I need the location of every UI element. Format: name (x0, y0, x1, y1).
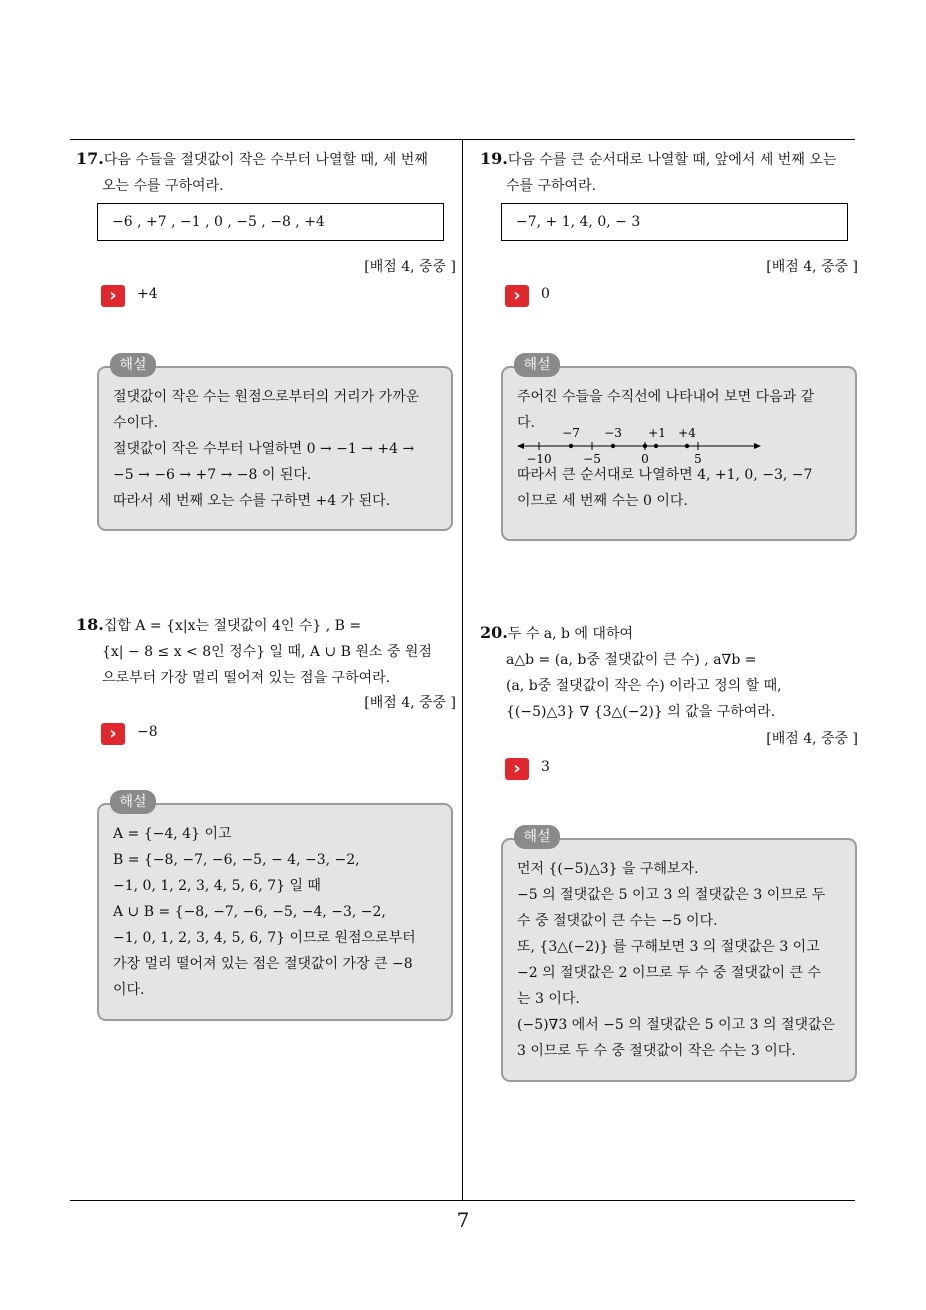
question-text: 다음 수들을 절댓값이 작은 수부터 나열할 때, 세 번째 (103, 152, 428, 168)
answer-value: −8 (137, 724, 158, 740)
solution-line: 는 3 이다. (517, 991, 580, 1007)
question-text: {x| − 8 ≤ x < 8인 정수} 일 때, A ∪ B 원소 중 원점 (102, 644, 432, 660)
answer-row (101, 723, 301, 745)
solution-line: 수 중 절댓값이 큰 수는 −5 이다. (517, 913, 718, 929)
solution-line: A ∪ B = {−8, −7, −6, −5, −4, −3, −2, (113, 904, 386, 920)
answer-value: +4 (137, 286, 158, 302)
solution-line: 또, {3△(−2)} 를 구해보면 3 의 절댓값은 3 이고 (517, 939, 820, 955)
given-numbers-box: −6 , +7 , −1 , 0 , −5 , −8 , +4 (97, 203, 444, 241)
solution-line: A = {−4, 4} 이고 (113, 826, 232, 842)
solution-box (501, 838, 857, 1082)
arrow-left-icon (517, 443, 524, 449)
answer-arrow-icon: › (101, 285, 125, 307)
solution-line: 따라서 큰 순서대로 나열하면 4, +1, 0, −3, −7 (517, 467, 813, 483)
point-plus-4 (685, 444, 689, 448)
question-text: 집합 A = {x|x는 절댓값이 4인 수} , B = (103, 618, 362, 634)
question-text: {(−5)△3} ∇ {3△(−2)} 의 값을 구하여라. (506, 704, 776, 720)
tick-label: 0 (641, 452, 649, 466)
question-text: 다음 수를 큰 순서대로 나열할 때, 앞에서 세 번째 오는 (507, 152, 837, 168)
score-meta: [배점 4, 중중 ] (364, 259, 456, 275)
solution-tag: 해설 (110, 353, 156, 377)
answer-arrow-icon: › (101, 723, 125, 745)
solution-line: 절댓값이 작은 수는 원점으로부터의 거리가 가까운 (113, 389, 420, 405)
solution-box (97, 366, 453, 531)
question-19 (480, 146, 860, 199)
tick-label: −5 (583, 452, 601, 466)
solution-line: −1, 0, 1, 2, 3, 4, 5, 6, 7} 일 때 (113, 878, 321, 894)
given-numbers-box: −7, + 1, 4, 0, − 3 (501, 203, 848, 241)
question-number: 19. (480, 149, 508, 168)
question-text: 수를 구하여라. (506, 178, 597, 194)
answer-row (505, 285, 705, 307)
point-0 (643, 444, 647, 448)
solution-line: (−5)∇3 에서 −5 의 절댓값은 5 이고 3 의 절댓값은 (517, 1017, 836, 1033)
solution-line: 주어진 수들을 수직선에 나타내어 보면 다음과 같 (517, 389, 815, 405)
point-label: +4 (678, 426, 696, 440)
solution-line: −2 의 절댓값은 2 이므로 두 수 중 절댓값이 큰 수 (517, 965, 821, 981)
question-text: a△b = (a, b중 절댓값이 큰 수) , a∇b = (506, 652, 757, 668)
answer-value: 0 (541, 286, 550, 302)
point-label: +1 (648, 426, 666, 440)
score-meta: [배점 4, 중중 ] (766, 731, 858, 747)
solution-line: −5 → −6 → +7 → −8 이 된다. (113, 467, 312, 483)
point-minus-7 (569, 444, 573, 448)
answer-arrow-icon: › (505, 285, 529, 307)
score-meta: [배점 4, 중중 ] (364, 695, 456, 711)
answer-arrow-icon: › (505, 758, 529, 780)
solution-line: 따라서 세 번째 오는 수를 구하면 +4 가 된다. (113, 493, 391, 509)
solution-line: 다. (517, 415, 535, 431)
question-number: 18. (76, 615, 104, 634)
score-meta: [배점 4, 중중 ] (766, 259, 858, 275)
answer-row (101, 285, 301, 307)
answer-value: 3 (541, 759, 550, 775)
point-minus-3 (611, 444, 615, 448)
solution-line: 수이다. (113, 415, 159, 431)
tick-label: 5 (694, 452, 702, 466)
solution-line: 이다. (113, 982, 145, 998)
solution-line: 가장 멀리 떨어져 있는 점은 절댓값이 가장 큰 −8 (113, 956, 413, 972)
solution-line: 3 이므로 두 수 중 절댓값이 작은 수는 3 이다. (517, 1043, 796, 1059)
question-number: 20. (480, 623, 508, 642)
point-label: −3 (604, 426, 622, 440)
solution-line: 이므로 세 번째 수는 0 이다. (517, 493, 688, 509)
solution-line: 절댓값이 작은 수부터 나열하면 0 → −1 → +4 → (113, 441, 415, 457)
question-text: 오는 수를 구하여라. (102, 178, 224, 194)
page-number: 7 (456, 1208, 470, 1232)
point-label: −7 (562, 426, 580, 440)
solution-box (97, 803, 453, 1021)
column-divider (462, 139, 463, 1201)
question-number: 17. (76, 149, 104, 168)
solution-line: −5 의 절댓값은 5 이고 3 의 절댓값은 3 이므로 두 (517, 887, 826, 903)
question-18 (76, 612, 456, 691)
bottom-rule (70, 1200, 855, 1201)
question-17 (76, 146, 458, 199)
solution-line: −1, 0, 1, 2, 3, 4, 5, 6, 7} 이므로 원점으로부터 (113, 930, 416, 946)
answer-row (505, 758, 705, 780)
tick-label: −10 (526, 452, 552, 466)
solution-line: 먼저 {(−5)△3} 을 구해보자. (517, 861, 699, 877)
point-plus-1 (654, 444, 658, 448)
solution-tag: 해설 (110, 790, 156, 814)
solution-tag: 해설 (514, 825, 560, 849)
solution-box (501, 366, 857, 541)
solution-tag: 해설 (514, 353, 560, 377)
solution-line: B = {−8, −7, −6, −5, − 4, −3, −2, (113, 852, 360, 868)
question-text: 두 수 a, b 에 대하여 (507, 626, 633, 642)
question-text: (a, b중 절댓값이 작은 수) 이라고 정의 할 때, (506, 678, 782, 694)
question-text: 으로부터 가장 멀리 떨어져 있는 점을 구하여라. (102, 670, 391, 686)
question-20 (480, 620, 860, 725)
arrow-right-icon (754, 443, 761, 449)
